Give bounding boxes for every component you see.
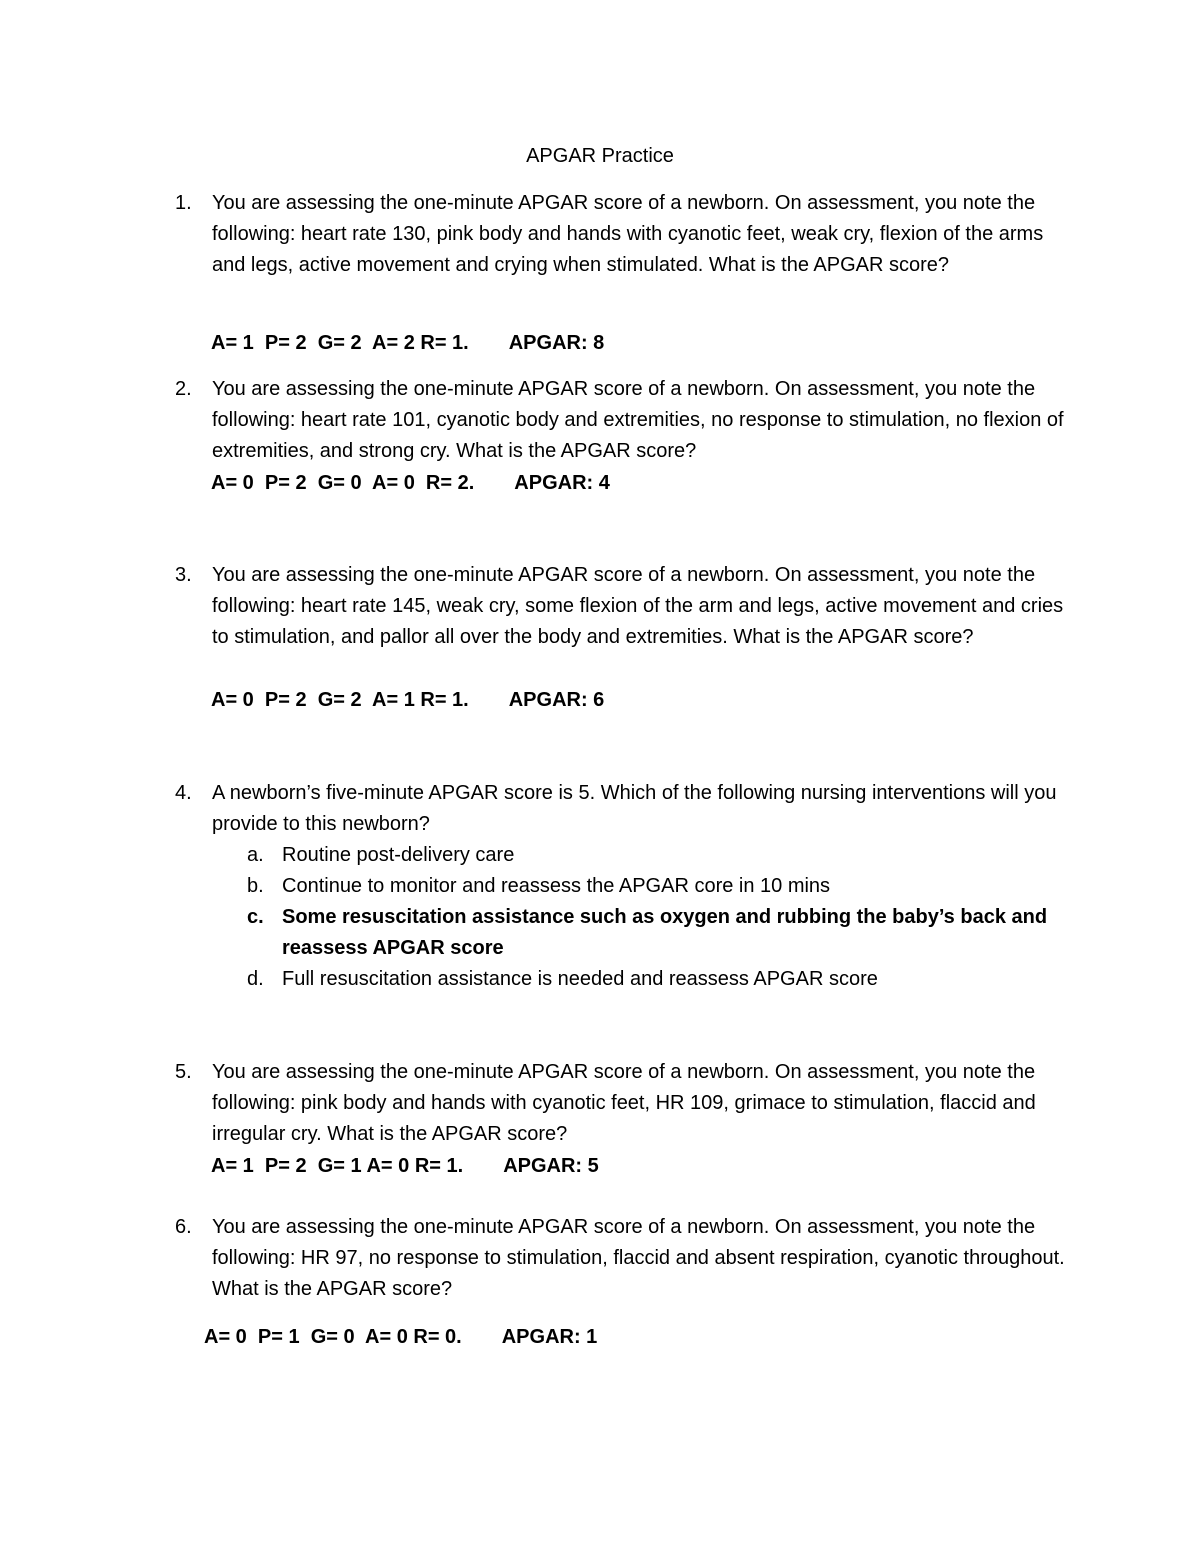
question-number: 5. bbox=[175, 1061, 192, 1083]
question-number: 3. bbox=[175, 564, 192, 586]
answer-line-1 bbox=[211, 330, 604, 356]
option-text: Routine post-delivery care bbox=[282, 844, 515, 866]
answer-scores: A= 1 P= 2 G= 1 A= 0 R= 1. bbox=[211, 1155, 464, 1177]
option-text: Some resuscitation assistance such as oxygen and rubbing the baby’s back and reassess APGAR score bbox=[282, 906, 1048, 959]
answer-options bbox=[247, 840, 1075, 995]
answer-line-3 bbox=[211, 687, 604, 713]
answer-total: APGAR: 6 bbox=[508, 689, 605, 711]
option-letter: b. bbox=[247, 875, 264, 897]
option-a bbox=[247, 840, 1075, 871]
answer-line-5 bbox=[211, 1153, 599, 1179]
answer-total: APGAR: 1 bbox=[501, 1326, 598, 1348]
option-d bbox=[247, 964, 1075, 995]
question-text: You are assessing the one-minute APGAR score of a newborn. On assessment, you note the following: heart rate 145, weak cry, some flexion of the arm and legs, active movement and cries to stimulation, and pallor all over the body and extremities. What is the APGAR score? bbox=[212, 564, 1064, 648]
answer-scores: A= 0 P= 1 G= 0 A= 0 R= 0. bbox=[204, 1326, 462, 1348]
question-number: 2. bbox=[175, 378, 192, 400]
question-text: A newborn’s five-minute APGAR score is 5. Which of the following nursing interventions will you provide to this newborn? bbox=[212, 782, 1057, 835]
answer-scores: A= 0 P= 2 G= 2 A= 1 R= 1. bbox=[211, 689, 469, 711]
option-b bbox=[247, 871, 1075, 902]
page-title: APGAR Practice bbox=[526, 145, 674, 167]
question-text: You are assessing the one-minute APGAR score of a newborn. On assessment, you note the following: heart rate 101, cyanotic body and extremities, no response to stimulation, no flexion of extremities, and strong cry. What is the APGAR score? bbox=[212, 378, 1064, 462]
option-letter: c. bbox=[247, 906, 264, 928]
option-text: Full resuscitation assistance is needed and reassess APGAR score bbox=[282, 968, 878, 990]
answer-line-2 bbox=[211, 470, 610, 496]
answer-total: APGAR: 4 bbox=[514, 472, 610, 494]
answer-scores: A= 0 P= 2 G= 0 A= 0 R= 2. bbox=[211, 472, 475, 494]
question-3 bbox=[175, 560, 1075, 653]
question-6 bbox=[175, 1212, 1075, 1305]
question-1 bbox=[175, 188, 1075, 281]
option-c-correct bbox=[247, 902, 1075, 964]
question-number: 6. bbox=[175, 1216, 192, 1238]
question-text: You are assessing the one-minute APGAR score of a newborn. On assessment, you note the following: heart rate 130, pink body and hands with cyanotic feet, weak cry, flexion of the arms and legs, active movement and crying when stimulated. What is the APGAR score? bbox=[212, 192, 1044, 276]
question-number: 1. bbox=[175, 192, 192, 214]
option-text: Continue to monitor and reassess the APGAR core in 10 mins bbox=[282, 875, 831, 897]
question-number: 4. bbox=[175, 782, 192, 804]
option-letter: d. bbox=[247, 968, 264, 990]
question-4 bbox=[175, 778, 1075, 995]
question-text: You are assessing the one-minute APGAR score of a newborn. On assessment, you note the following: pink body and hands with cyanotic feet, HR 109, grimace to stimulation, flaccid and irregular cry. What is the APGAR score? bbox=[212, 1061, 1036, 1145]
answer-total: APGAR: 8 bbox=[508, 332, 605, 354]
answer-total: APGAR: 5 bbox=[503, 1155, 599, 1177]
option-letter: a. bbox=[247, 844, 264, 866]
answer-scores: A= 1 P= 2 G= 2 A= 2 R= 1. bbox=[211, 332, 469, 354]
question-2 bbox=[175, 374, 1075, 467]
question-5 bbox=[175, 1057, 1075, 1150]
question-text: You are assessing the one-minute APGAR score of a newborn. On assessment, you note the following: HR 97, no response to stimulation, flaccid and absent respiration, cyanotic throughout. What is the APGAR score? bbox=[212, 1216, 1065, 1300]
answer-line-6 bbox=[204, 1324, 597, 1350]
